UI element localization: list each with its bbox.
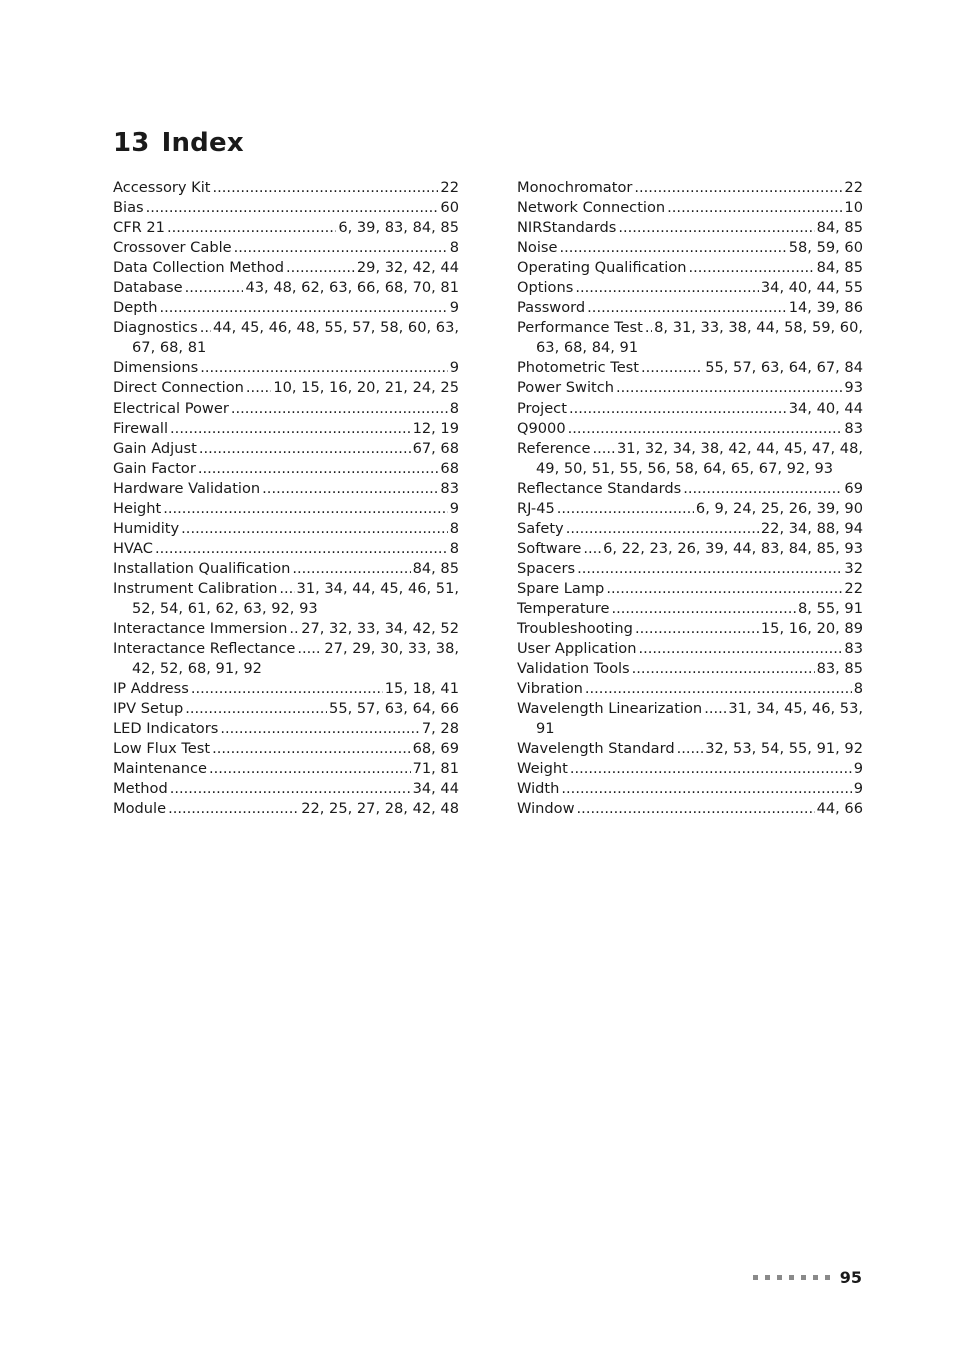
index-term: Noise <box>517 239 558 257</box>
index-term: Humidity <box>113 519 180 537</box>
dot-leader <box>170 779 411 799</box>
index-term: Validation Tools <box>517 660 630 678</box>
index-pages: 31, 34, 44, 45, 46, 51, <box>296 579 459 597</box>
index-pages: 44, 45, 46, 48, 55, 57, 58, 60, 63, <box>213 319 459 337</box>
index-entry <box>113 419 459 439</box>
index-pages: 22 <box>844 579 863 597</box>
index-term: Direct Connection <box>113 379 244 397</box>
dot-leader <box>559 238 786 258</box>
dot-leader <box>667 198 842 218</box>
index-term: Power Switch <box>517 379 615 397</box>
index-term: Height <box>113 499 162 517</box>
index-pages: 8 <box>449 519 459 537</box>
index-pages: 9 <box>449 499 459 517</box>
index-entry <box>113 378 459 398</box>
index-entry <box>517 699 863 739</box>
index-pages: 32 <box>844 559 863 577</box>
dot-leader <box>689 258 815 278</box>
index-term: Spacers <box>517 559 576 577</box>
index-pages: 14, 39, 86 <box>788 299 863 317</box>
dot-leader <box>611 599 796 619</box>
dot-leader <box>568 419 843 439</box>
index-term: Interactance Immersion <box>113 620 288 638</box>
index-entry <box>517 779 863 799</box>
index-entry <box>517 679 863 699</box>
index-entry <box>517 178 863 198</box>
index-pages-continued: 42, 52, 68, 91, 92 <box>132 660 262 678</box>
index-term: NIRStandards <box>517 219 617 237</box>
dot-leader <box>231 399 448 419</box>
index-entry <box>113 358 459 378</box>
index-pages: 84, 85 <box>816 219 863 237</box>
index-term: Instrument Calibration <box>113 579 278 597</box>
index-term: Safety <box>517 519 564 537</box>
index-term: Software <box>517 539 582 557</box>
index-term: Dimensions <box>113 359 199 377</box>
index-pages: 93 <box>844 379 863 397</box>
dot-leader <box>557 499 694 519</box>
index-entry <box>517 659 863 679</box>
index-pages: 83, 85 <box>816 660 863 678</box>
index-pages-continued: 91 <box>536 720 555 738</box>
index-pages: 68, 69 <box>412 740 459 758</box>
index-entry <box>517 559 863 579</box>
index-column-left <box>113 178 459 820</box>
index-pages: 10 <box>844 199 863 217</box>
index-pages: 22 <box>440 179 459 196</box>
index-term: Weight <box>517 760 568 778</box>
dot-leader <box>155 539 448 559</box>
index-pages: 15, 18, 41 <box>384 680 459 698</box>
dot-leader <box>618 218 814 238</box>
dot-leader <box>616 378 842 398</box>
index-term: Q9000 <box>517 419 566 437</box>
index-term: Installation Qualification <box>113 559 291 577</box>
index-pages: 83 <box>844 640 863 658</box>
index-term: IP Address <box>113 680 189 698</box>
index-pages: 22 <box>844 179 863 196</box>
index-entry <box>113 539 459 559</box>
index-term: Gain Factor <box>113 459 196 477</box>
index-entry <box>517 419 863 439</box>
dot-leader <box>167 218 336 238</box>
dot-leader <box>159 298 447 318</box>
index-term: Options <box>517 279 574 297</box>
dot-leader <box>645 318 652 338</box>
index-term: Module <box>113 800 167 818</box>
index-pages-continued: 67, 68, 81 <box>132 339 207 357</box>
dot-leader <box>606 579 842 599</box>
dot-leader <box>286 258 355 278</box>
index-entry <box>113 499 459 519</box>
index-pages: 31, 34, 45, 46, 53, <box>728 700 863 718</box>
index-pages: 69 <box>844 479 863 497</box>
index-term: RJ-45 <box>517 499 555 517</box>
dot-leader <box>570 759 852 779</box>
page-number: 95 <box>839 1268 862 1287</box>
index-pages-continued: 49, 50, 51, 55, 56, 58, 64, 65, 67, 92, 93 <box>536 459 834 477</box>
dot-leader <box>181 519 448 539</box>
index-term: Maintenance <box>113 760 207 778</box>
dot-leader <box>262 479 438 499</box>
index-term: Accessory Kit <box>113 179 211 196</box>
index-entry <box>517 318 863 358</box>
index-entry <box>517 298 863 318</box>
index-entry <box>517 479 863 499</box>
index-term: Bias <box>113 199 144 217</box>
index-pages: 8 <box>449 239 459 257</box>
index-entry <box>517 499 863 519</box>
index-term: Reflectance Standards <box>517 479 682 497</box>
index-entry <box>517 759 863 779</box>
index-entry <box>517 358 863 378</box>
index-term: Width <box>517 780 560 798</box>
index-term: LED Indicators <box>113 720 219 738</box>
index-pages: 32, 53, 54, 55, 91, 92 <box>705 740 863 758</box>
dot-leader <box>185 699 327 719</box>
index-entry <box>517 399 863 419</box>
index-entry <box>517 519 863 539</box>
index-term: Performance Test <box>517 319 643 337</box>
index-entry <box>517 198 863 218</box>
index-pages: 58, 59, 60 <box>788 239 863 257</box>
dot-leader <box>641 358 703 378</box>
index-term: IPV Setup <box>113 700 184 718</box>
index-term: Interactance Reflectance <box>113 640 296 658</box>
chapter-number: 13 <box>113 128 150 158</box>
index-entry <box>113 739 459 759</box>
index-entry <box>113 779 459 799</box>
index-entry <box>113 238 459 258</box>
index-term: Firewall <box>113 419 169 437</box>
dot-leader <box>200 358 448 378</box>
dot-leader <box>638 639 842 659</box>
index-pages: 8 <box>449 539 459 557</box>
index-pages: 10, 15, 16, 20, 21, 24, 25 <box>273 379 459 397</box>
index-pages: 6, 22, 23, 26, 39, 44, 83, 84, 85, 93 <box>603 539 863 557</box>
index-term: Database <box>113 279 183 297</box>
dot-leader <box>220 719 420 739</box>
dot-leader <box>246 378 271 398</box>
dot-leader <box>566 519 759 539</box>
dot-leader <box>583 539 601 559</box>
index-pages: 8, 55, 91 <box>798 599 863 617</box>
index-term: Vibration <box>517 680 583 698</box>
dot-leader <box>163 499 447 519</box>
index-term: Depth <box>113 299 158 317</box>
index-entry <box>113 278 459 298</box>
index-entry <box>113 699 459 719</box>
dot-leader <box>200 318 211 338</box>
dot-leader <box>704 699 726 719</box>
dot-leader <box>577 559 842 579</box>
dot-leader <box>185 278 244 298</box>
index-pages: 71, 81 <box>412 760 459 778</box>
index-pages: 22, 25, 27, 28, 42, 48 <box>301 800 459 818</box>
index-entry <box>113 298 459 318</box>
chapter-heading <box>113 128 244 158</box>
index-term: User Application <box>517 640 637 658</box>
index-entry <box>113 679 459 699</box>
index-entry <box>113 459 459 479</box>
index-pages: 22, 34, 88, 94 <box>760 519 863 537</box>
index-entry <box>113 318 459 358</box>
index-entry <box>517 579 863 599</box>
footer-dots-decoration <box>753 1275 830 1280</box>
dot-leader <box>634 178 842 198</box>
index-entry <box>113 218 459 238</box>
index-pages: 7, 28 <box>421 720 459 738</box>
dot-leader <box>587 298 787 318</box>
index-term: Monochromator <box>517 179 633 196</box>
dot-leader <box>146 198 439 218</box>
dot-leader <box>191 679 383 699</box>
index-entry <box>517 799 863 819</box>
index-term: Network Connection <box>517 199 666 217</box>
index-pages: 6, 39, 83, 84, 85 <box>338 219 459 237</box>
index-term: Temperature <box>517 599 610 617</box>
dot-leader <box>234 238 448 258</box>
index-pages-continued: 63, 68, 84, 91 <box>536 339 639 357</box>
index-pages: 29, 32, 42, 44 <box>356 259 459 277</box>
dot-leader <box>199 439 411 459</box>
dot-leader <box>292 559 410 579</box>
index-term: Wavelength Linearization <box>517 700 703 718</box>
index-entry <box>113 258 459 278</box>
dot-leader <box>297 639 322 659</box>
index-pages: 12, 19 <box>412 419 459 437</box>
index-entry <box>517 439 863 479</box>
chapter-title: Index <box>161 128 244 158</box>
index-pages: 8 <box>449 399 459 417</box>
index-entry <box>113 559 459 579</box>
index-term: HVAC <box>113 539 153 557</box>
index-pages: 9 <box>853 760 863 778</box>
index-pages: 84, 85 <box>412 559 459 577</box>
index-entry <box>113 399 459 419</box>
index-pages: 9 <box>853 780 863 798</box>
index-entry <box>517 599 863 619</box>
dot-leader <box>198 459 439 479</box>
index-term: Crossover Cable <box>113 239 232 257</box>
index-term: Gain Adjust <box>113 439 197 457</box>
index-pages: 15, 16, 20, 89 <box>760 620 863 638</box>
index-pages: 34, 40, 44, 55 <box>760 279 863 297</box>
index-pages: 43, 48, 62, 63, 66, 68, 70, 81 <box>245 279 459 297</box>
index-pages: 9 <box>449 359 459 377</box>
index-term: Low Flux Test <box>113 740 211 758</box>
page-footer <box>753 1268 862 1287</box>
index-term: Reference <box>517 439 591 457</box>
index-pages-continued: 52, 54, 61, 62, 63, 92, 93 <box>132 599 318 617</box>
index-entry <box>517 218 863 238</box>
index-entry <box>517 238 863 258</box>
index-pages: 68 <box>440 459 459 477</box>
index-entry <box>517 258 863 278</box>
index-pages: 67, 68 <box>412 439 459 457</box>
dot-leader <box>212 739 410 759</box>
index-entry <box>113 198 459 218</box>
dot-leader <box>213 178 439 198</box>
index-entry <box>517 639 863 659</box>
dot-leader <box>575 278 759 298</box>
dot-leader <box>632 659 815 679</box>
index-entry <box>517 619 863 639</box>
index-term: Troubleshooting <box>517 620 633 638</box>
index-entry <box>113 719 459 739</box>
index-entry <box>113 178 459 198</box>
index-entry <box>113 439 459 459</box>
dot-leader <box>168 799 299 819</box>
index-pages: 83 <box>440 479 459 497</box>
dot-leader <box>683 479 842 499</box>
index-column-right <box>517 178 863 820</box>
index-term: Password <box>517 299 586 317</box>
index-pages: 6, 9, 24, 25, 26, 39, 90 <box>695 499 863 517</box>
dot-leader <box>561 779 851 799</box>
index-pages: 60 <box>440 199 459 217</box>
index-entry <box>517 739 863 759</box>
index-entry <box>113 479 459 499</box>
dot-leader <box>569 399 787 419</box>
index-pages: 55, 57, 63, 64, 67, 84 <box>705 359 863 377</box>
dot-leader <box>635 619 759 639</box>
dot-leader <box>289 619 299 639</box>
index-term: Diagnostics <box>113 319 198 337</box>
index-pages: 8, 31, 33, 38, 44, 58, 59, 60, <box>654 319 863 337</box>
index-pages: 8 <box>853 680 863 698</box>
index-pages: 55, 57, 63, 64, 66 <box>329 700 459 718</box>
index-entry <box>517 378 863 398</box>
index-entry <box>113 519 459 539</box>
index-term: Window <box>517 800 575 818</box>
index-term: Operating Qualification <box>517 259 687 277</box>
index-term: CFR 21 <box>113 219 165 237</box>
index-entry <box>113 799 459 819</box>
index-pages: 27, 29, 30, 33, 38, <box>324 640 459 658</box>
index-term: Electrical Power <box>113 399 229 417</box>
index-pages: 9 <box>449 299 459 317</box>
index-term: Spare Lamp <box>517 579 605 597</box>
index-pages: 31, 32, 34, 38, 42, 44, 45, 47, 48, <box>617 439 863 457</box>
index-pages: 84, 85 <box>816 259 863 277</box>
index-term: Wavelength Standard <box>517 740 675 758</box>
index-entry <box>113 579 459 619</box>
index-entry <box>113 639 459 679</box>
dot-leader <box>593 439 616 459</box>
index-term: Data Collection Method <box>113 259 285 277</box>
index-entry <box>113 619 459 639</box>
dot-leader <box>577 799 815 819</box>
index-entry <box>113 759 459 779</box>
index-pages: 34, 40, 44 <box>788 399 863 417</box>
index-pages: 34, 44 <box>412 780 459 798</box>
dot-leader <box>677 739 704 759</box>
dot-leader <box>279 579 294 599</box>
index-pages: 44, 66 <box>816 800 863 818</box>
dot-leader <box>170 419 411 439</box>
dot-leader <box>209 759 411 779</box>
index-pages: 83 <box>844 419 863 437</box>
index-term: Method <box>113 780 168 798</box>
index-term: Hardware Validation <box>113 479 261 497</box>
index-term: Project <box>517 399 567 417</box>
dot-leader <box>585 679 852 699</box>
index-pages: 27, 32, 33, 34, 42, 52 <box>301 620 459 638</box>
index-entry <box>517 278 863 298</box>
index-term: Photometric Test <box>517 359 640 377</box>
index-entry <box>517 539 863 559</box>
